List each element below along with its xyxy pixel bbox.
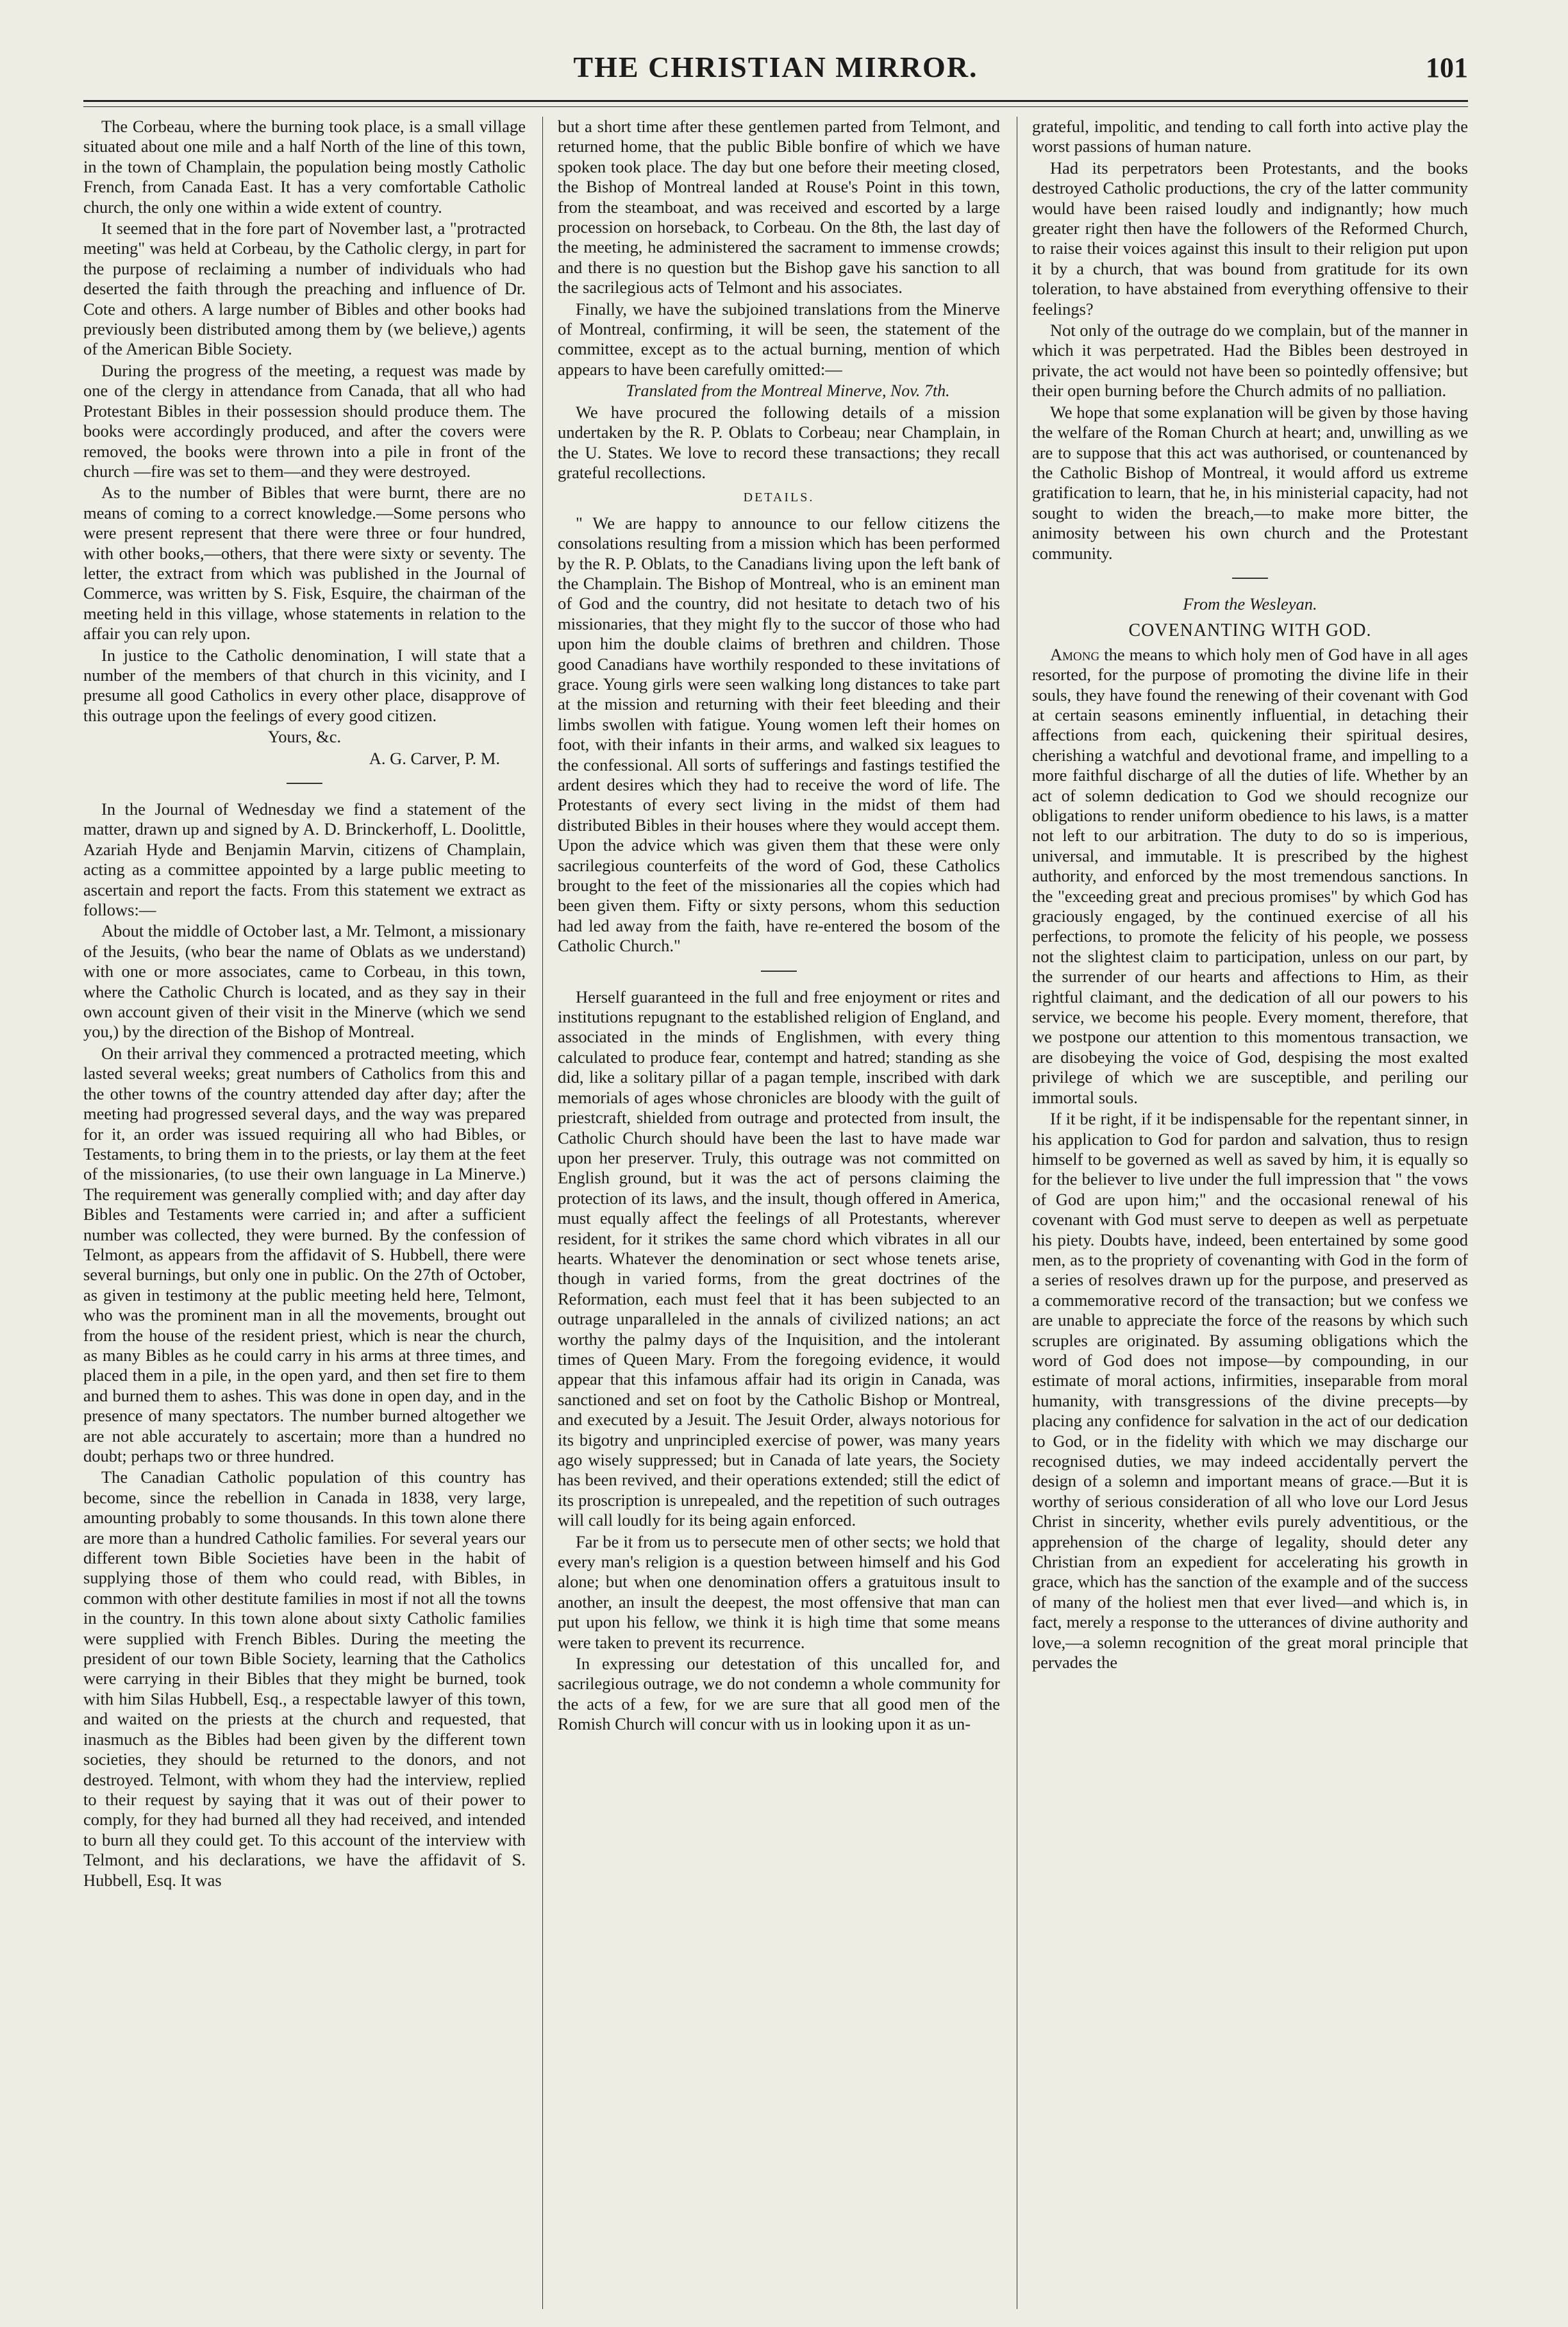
- paragraph: We hope that some explanation will be given by those having the welfare of the Roman Church at heart; and, unwilling as we are to suppose that this act was authorised, or countenanced by the Catholic Bishop of Montreal, it would afford us extreme gratification to learn, that he, in his ministerial capacity, had not sought to widen the breach,—to make more bitter, the animosity between his own church and the Protestant community.: [1032, 402, 1468, 563]
- paragraph: In expressing our detestation of this uncalled for, and sacrilegious outrage, we do not condemn a whole community for the acts of a few, for we are sure that all good men of the Romish Church will concur with us in looking upon it as un-: [558, 1654, 1000, 1734]
- paragraph: Finally, we have the subjoined translations from the Minerve of Montreal, confirming, it will be seen, the statement of the committee, except as to the actual burning, mention of which appears to have been carefully omitted:—: [558, 299, 1000, 379]
- paragraph: In the Journal of Wednesday we find a statement of the matter, drawn up and signed by A. D. Brinckerhoff, L. Doolittle, Azariah Hyde and Benjamin Marvin, citizens of Champlain, acting as a committee appointed by a large public meeting to ascertain and report the facts. From this statement we extract as follows:—: [83, 799, 526, 920]
- publication-title: THE CHRISTIAN MIRROR.: [573, 51, 978, 83]
- paragraph: In justice to the Catholic denomination, I will state that a number of the members of that church in this vicinity, and I presume all good Catholics in every other place, disapprove of this outrage upon the feelings of every good citizen.: [83, 645, 526, 725]
- source-line: From the Wesleyan.: [1183, 594, 1317, 613]
- letter-signature: A. G. Carver, P. M.: [369, 748, 500, 768]
- page-header: [83, 38, 1468, 96]
- paragraph: Far be it from us to persecute men of other sects; we hold that every man's religion is a question between himself and his God alone; but when one denomination offers a gratuitous insult to another, an insult the deepest, the most offensive that man can put upon his fellow, we think it is high time that some means were taken to prevent its recurrence.: [558, 1531, 1000, 1652]
- section-divider: [1232, 578, 1268, 579]
- paragraph: We have procured the following details of a mission undertaken by the R. P. Oblats to Corbeau; near Champlain, in the U. States. We love to record these transactions; they recall grateful recollections.: [558, 402, 1000, 482]
- column-2: [558, 117, 1000, 2309]
- lead-word: Among: [1050, 644, 1100, 664]
- details-heading: DETAILS.: [743, 490, 815, 505]
- column-1: [83, 117, 526, 2309]
- paragraph: Herself guaranteed in the full and free enjoyment or rites and institutions repugnant to the established religion of England, and associated in the minds of Englishmen, with every thing calculated to produce fear, contempt and hatred; standing as she did, like a solitary pillar of a pagan temple, inscribed with dark memorials of ages whose chronicles are bloody with the guilt of priestcraft, shielded from outrage and protected from insult, the Catholic Church should have been the last to have made war upon her preserver. Truly, this outrage was not committed on English ground, but it was the act of persons claiming the protection of its laws, and the insult, though offered in America, must equally affect the feelings of all Protestants, wherever resident, for it strikes the same chord which vibrates in all our hearts. Whatever the denomination or sect whose tenets arise, though in varied forms, from the great doctrines of the Reformation, each must feel that it has been subjected to an outrage unparalleled in the annals of civilized nations; an act worthy the palmy days of the Inquisition, and the intolerant times of Queen Mary. From the foregoing evidence, it would appear that this infamous affair had its origin in Canada, was sanctioned and set on foot by the Catholic Bishop or Montreal, and executed by a Jesuit. The Jesuit Order, always notorious for its bigotry and unprincipled exercise of power, was many years ago wisely suppressed; but in Canada of late years, the Society has been revived, and their operations extended; still the edict of its proscription is unrepealed, and the repetition of such outrages will call loudly for its being again enforced.: [558, 987, 1000, 1530]
- paragraph-text: the means to which holy men of God have in all ages resorted, for the purpose of promoting the divine life in their souls, they have found the renewing of their covenant with God at certain seasons eminently influential, in detaching their affections from each, quickening their spiritual desires, cherishing a watchful and devotional frame, and impelling to a more faithful discharge of all the duties of life. Whether by an act of solemn dedication to God we should recognize our obligations to render uniform obedience to his laws, is a matter not left to our arbitration. The duty to do so is imperious, universal, and immutable. It is prescribed by the highest authority, and enforced by the most tremendous sanctions. In the "exceeding great and precious promises" by which God has graciously engaged, by the continued exercise of all his perfections, to promote the felicity of his people, we possess not the slightest claim to participation, unless on our part, by the surrender of our hearts and affections to Him, as their rightful claimant, and the dedication of all our powers to his service, we become his people. Every moment, therefore, that we postpone our attention to this momentous transaction, we are disobeying the voice of God, despising the most exalted privilege of which we are susceptible, and periling our immortal souls.: [1032, 644, 1468, 1107]
- paragraph: " We are happy to announce to our fellow citizens the consolations resulting from a mission which has been performed by the R. P. Oblats, to the Canadians living upon the left bank of the Champlain. The Bishop of Montreal, who is an eminent man of God and the country, did not hesitate to detach two of his missionaries, that they might fly to the succor of those who had upon him the double claims of brethren and children. Those good Canadians have worthily responded to these invitations of grace. Young girls were seen walking long distances to take part at the mission and returning with their feet bleeding and their limbs swollen with fatigue. Young women left their homes on foot, with their infants in their arms, and walked six leagues to the confessional. All sorts of sufferings and fastings testified the ardent desires which they had to receive the word of life. The Protestants of every sect living in the midst of them had distributed Bibles in their houses where they would accept them. Upon the advice which was given them that these were only sacrilegious counterfeits of the word of God, these Catholics brought to the feet of the missionaries all the copies which had been given them. Fifty or sixty persons, whom this seduction had led away from the faith, have re-entered the bosom of the Catholic Church.": [558, 513, 1000, 956]
- paragraph: As to the number of Bibles that were burnt, there are no means of coming to a correct knowledge.—Some persons who were present represent that there were three or four hundred, with other books,—others, that there were sixty or seventy. The letter, the extract from which was published in the Journal of Commerce, was written by S. Fisk, Esquire, the chairman of the meeting held in this village, whose statements in relation to the affair you can rely upon.: [83, 483, 526, 644]
- page-number: 101: [1426, 52, 1468, 83]
- paragraph: but a short time after these gentlemen parted from Telmont, and returned home, that the public Bible bonfire of which we have spoken took place. The day but one before their meeting closed, the Bishop of Montreal landed at Rouse's Point in this town, from the steamboat, and was received and escorted by a large procession on horseback, to Corbeau. On the 8th, the last day of the meeting, he administered the sacrament to immense crowds; and there is no question but the Bishop gave his sanction to all the sacrilegious acts of Telmont and his associates.: [558, 117, 1000, 297]
- paragraph: Not only of the outrage do we complain, but of the manner in which it was perpetrated. Had the Bibles been destroyed in private, the act would not have been so pointedly offensive; but their open burning before the Church admits of no palliation.: [1032, 321, 1468, 401]
- section-divider: [287, 783, 322, 784]
- paragraph: On their arrival they commenced a protracted meeting, which lasted several weeks; great numbers of Catholics from this and the other towns of the country attended day after day; after the meeting had progressed several days, and the way was prepared for it, an order was issued requiring all who had Bibles, or Testaments, to bring them in to the priests, or lay them at the feet of the missionaries, (to use their own language in La Minerve.) The requirement was generally complied with; and day after day Bibles and Testaments were carried in; and after a sufficient number was collected, they were burned. By the confession of Telmont, as appears from the affidavit of S. Hubbell, there were several burnings, but only one in public. On the 27th of October, as given in testimony at the public meeting held here, Telmont, who was the prominent man in all the movements, brought out from the house of the resident priest, which is near the church, as many Bibles as he could carry in his arms at three times, and placed them in a pile, in the open yard, and then set fire to them and burned them to ashes. This was done in open day, and in the presence of many spectators. The number burned altogether we are not able accurately to ascertain; more than a hundred no doubt; perhaps two or three hundred.: [83, 1043, 526, 1465]
- paragraph: The Canadian Catholic population of this country has become, since the rebellion in Canada in 1838, very large, amounting probably to some thousands. In this town alone there are more than a hundred Catholic families. For several years our different town Bible Societies have been in the habit of supplying those of them who could read, with Bibles, in common with other destitute families in most if not all the towns in the country. In this town alone about sixty Catholic families were supplied with French Bibles. During the meeting the president of our town Bible Society, learning that the Catholics were carrying in their Bibles that they might be burned, took with him Silas Hubbell, Esq., a respectable lawyer of this town, and waited on the priests at the church and requested, that inasmuch as the Bibles had been given by the different town societies, they should be returned to the donors, and not destroyed. Telmont, with whom they had the interview, replied to their request by saying that it was out of their power to comply, for they had burned all they had received, and intended to burn all they could get. To this account of the interview with Telmont, and his declarations, we have the affidavit of S. Hubbell, Esq. It was: [83, 1467, 526, 1890]
- column-3: [1032, 117, 1468, 2309]
- paragraph: During the progress of the meeting, a request was made by one of the clergy in attendance from Canada, that all who had Protestant Bibles in their possession should produce them. The books were accordingly produced, and after the covers were removed, the books were thrown into a pile in front of the church —fire was set to them—and they were destroyed.: [83, 360, 526, 481]
- translation-heading: Translated from the Montreal Minerve, Nov. 7th.: [626, 381, 950, 401]
- header-rule: [83, 100, 1468, 102]
- header-rule-thin: [83, 106, 1468, 107]
- paragraph: Had its perpetrators been Protestants, and the books destroyed Catholic productions, the cry of the latter community would have been raised loudly and indignantly; how much greater right then have the followers of the Reformed Church, to raise their voices against this insult to their religion put upon it by a church, that was bound from gratitude for its own toleration, to have abstained from everything offensive to their feelings?: [1032, 158, 1468, 319]
- article-title: COVENANTING WITH GOD.: [1128, 621, 1372, 641]
- section-divider: [761, 971, 797, 972]
- paragraph: The Corbeau, where the burning took place, is a small village situated about one mile and a half North of the line of this town, in the town of Champlain, the population being mostly Catholic French, from Canada East. It has a very comfortable Catholic church, the only one within a wide extent of country.: [83, 117, 526, 217]
- paragraph: [1032, 645, 1468, 1108]
- paragraph: If it be right, if it be indispensable for the repentant sinner, in his application to God for pardon and salvation, thus to resign himself to be governed as well as saved by him, it is equally so for the believer to live under the full impression that " the vows of God are upon him;" and the occasional renewal of his covenant with God must serve to deepen as well as perpetuate his piety. Doubts have, indeed, been entertained by some good men, as to the propriety of covenanting with God in the form of a series of resolves drawn up for the purpose, and preserved as a commemorative record of the transaction; but we confess we are unable to appreciate the force of the reasons by which such scruples are originated. By assuming obligations which the word of God does not impose—by compounding, in our estimate of moral actions, infirmities, inseparable from moral humanity, with transgressions of the divine precepts—by placing any confidence for salvation in the act of our dedication to God, or in the fidelity with which we may discharge our recognised duties, we may indeed accidentally pervert the design of a solemn and important means of grace.—But it is worthy of serious consideration of all who love our Lord Jesus Christ in sincerity, whether evils purely adventitious, or the apprehension of the charge of legality, should deter any Christian from an expedient for accelerating his growth in grace, which has the sanction of the example and of the success of many of the holiest men that ever lived—and which is, in fact, merely a response to the utterances of divine authority and love,—a solemn recognition of the great moral principle that pervades the: [1032, 1109, 1468, 1672]
- paragraph: grateful, impolitic, and tending to call forth into active play the worst passions of human nature.: [1032, 117, 1468, 156]
- paragraph: It seemed that in the fore part of November last, a "protracted meeting" was held at Corbeau, by the Catholic clergy, in part for the purpose of reclaiming a number of individuals who had deserted the faith through the preaching and influence of Dr. Cote and others. A large number of Bibles and other books had previously been distributed among them by (we believe,) agents of the American Bible Society.: [83, 219, 526, 359]
- paragraph: About the middle of October last, a Mr. Telmont, a missionary of the Jesuits, (who bear the name of Oblats as we understand) with one or more associates, came to Corbeau, in this town, where the Catholic Church is located, and as they say in their own account given of their visit in the Minerve (which we send you,) by the direction of the Bishop of Montreal.: [83, 921, 526, 1042]
- letter-closing: Yours, &c.: [267, 727, 342, 747]
- column-divider: [542, 117, 543, 2309]
